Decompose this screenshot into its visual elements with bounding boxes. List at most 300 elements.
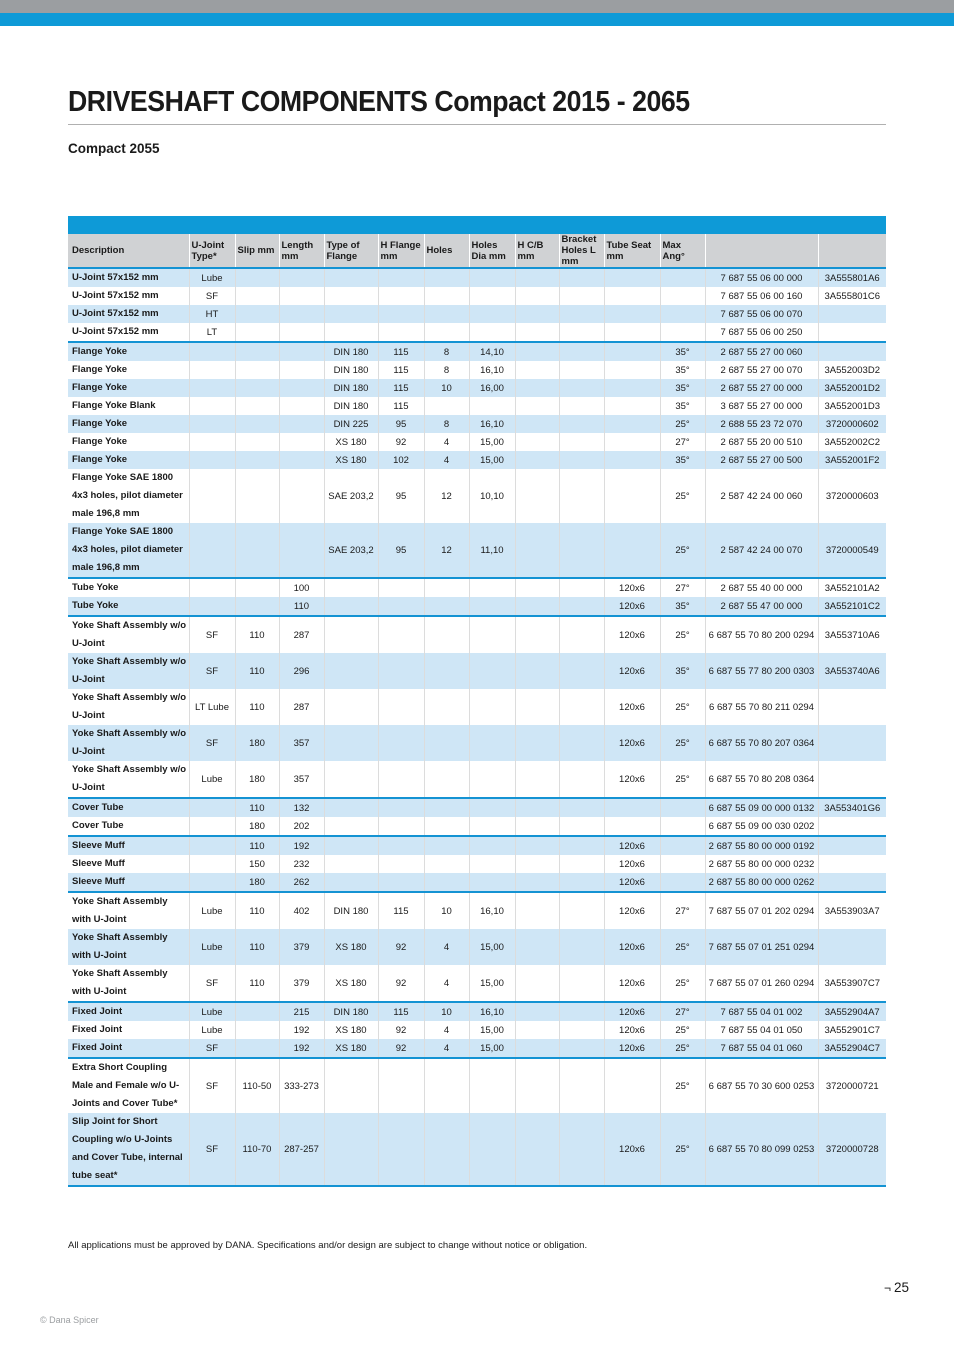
table-cell [559,873,604,892]
table-cell [378,287,424,305]
table-cell [424,397,469,415]
row-description: Yoke Shaft Assembly w/o U-Joint [68,761,189,798]
table-cell [515,965,559,1002]
table-cell [378,1113,424,1186]
table-cell [189,523,235,578]
table-cell: 3A553740A6 [818,653,886,689]
top-bar-gray [0,0,954,13]
table-row [68,469,886,523]
row-description: Yoke Shaft Assembly with U-Joint [68,965,189,1002]
table-cell [189,873,235,892]
table-row [68,342,886,361]
table-cell: 6 687 55 70 80 099 0253 [705,1113,818,1186]
table-cell: 25° [660,689,705,725]
table-cell: 2 687 55 27 00 500 [705,451,818,469]
table-cell [515,415,559,433]
table-cell: 25° [660,725,705,761]
table-cell: 110-70 [235,1113,279,1186]
table-cell: 12 [424,523,469,578]
table-cell [189,433,235,451]
table-cell: 4 [424,965,469,1002]
table-cell: 192 [279,836,324,855]
table-cell [515,287,559,305]
table-row [68,433,886,451]
table-cell [279,342,324,361]
table-row [68,1002,886,1021]
table-cell [235,451,279,469]
table-cell: 15,00 [469,1039,515,1058]
table-cell [559,451,604,469]
table-cell [378,836,424,855]
table-cell: Lube [189,892,235,929]
table-cell [559,287,604,305]
table-cell: 95 [378,523,424,578]
table-cell [515,597,559,616]
table-cell: XS 180 [324,929,378,965]
table-cell [324,873,378,892]
table-cell: 115 [378,379,424,397]
table-cell: 120x6 [604,1021,660,1039]
table-cell [559,379,604,397]
table-cell: 296 [279,653,324,689]
table-cell: 110 [235,965,279,1002]
table-cell [189,855,235,873]
table-cell: SF [189,725,235,761]
table-cell [189,798,235,817]
table-cell [378,616,424,653]
table-cell: 92 [378,1039,424,1058]
table-cell [235,1039,279,1058]
table-cell [424,268,469,287]
table-cell [424,597,469,616]
table-cell [660,268,705,287]
table-row [68,361,886,379]
table-cell [604,305,660,323]
table-cell: XS 180 [324,965,378,1002]
row-description: U-Joint 57x152 mm [68,268,189,287]
table-row [68,379,886,397]
table-cell: 4 [424,1021,469,1039]
table-cell: 8 [424,415,469,433]
column-header [705,234,818,268]
table-cell [660,873,705,892]
table-cell: SF [189,1113,235,1186]
table-cell: 6 687 55 70 80 208 0364 [705,761,818,798]
table-cell: 110 [235,689,279,725]
table-cell [515,1058,559,1113]
row-description: Flange Yoke SAE 1800 4x3 holes, pilot diameter male 196,8 mm [68,469,189,523]
table-cell: 3A555801C6 [818,287,886,305]
table-cell: DIN 180 [324,379,378,397]
table-cell [469,855,515,873]
table-row [68,761,886,798]
table-row [68,597,886,616]
table-cell: XS 180 [324,1039,378,1058]
row-description: Cover Tube [68,817,189,836]
table-cell: 3A553710A6 [818,616,886,653]
table-cell [559,836,604,855]
table-cell [424,798,469,817]
table-cell: DIN 180 [324,1002,378,1021]
table-cell: XS 180 [324,1021,378,1039]
column-header [818,234,886,268]
table-cell: 35° [660,653,705,689]
table-cell [324,305,378,323]
column-header: H C/B mm [515,234,559,268]
table-cell [378,873,424,892]
table-cell: 3A552101C2 [818,597,886,616]
table-cell: 3720000602 [818,415,886,433]
table-cell [515,397,559,415]
row-description: Sleeve Muff [68,836,189,855]
row-description: U-Joint 57x152 mm [68,305,189,323]
row-description: Yoke Shaft Assembly w/o U-Joint [68,689,189,725]
table-cell [604,523,660,578]
table-cell [515,342,559,361]
table-cell [559,929,604,965]
table-cell: 3A552003D2 [818,361,886,379]
table-cell [515,653,559,689]
table-cell: 3A553907C7 [818,965,886,1002]
table-cell [515,379,559,397]
table-cell [469,1113,515,1186]
table-cell [424,725,469,761]
column-header: Max Ang° [660,234,705,268]
table-cell: 6 687 55 09 00 000 0132 [705,798,818,817]
table-cell: 120x6 [604,761,660,798]
table-cell: 15,00 [469,433,515,451]
table-cell: 25° [660,469,705,523]
table-cell: 110 [235,616,279,653]
table-cell [378,689,424,725]
table-cell: SF [189,616,235,653]
table-cell: 25° [660,929,705,965]
table-cell: 14,10 [469,342,515,361]
table-cell: 180 [235,873,279,892]
table-cell [559,323,604,342]
table-cell [324,689,378,725]
table-cell: 202 [279,817,324,836]
table-cell [324,616,378,653]
table-cell: 6 687 55 77 80 200 0303 [705,653,818,689]
table-cell: 120x6 [604,725,660,761]
table-cell: 27° [660,892,705,929]
table-cell: DIN 180 [324,361,378,379]
table-cell [469,578,515,597]
table-cell: 7 687 55 06 00 250 [705,323,818,342]
table-cell: SF [189,287,235,305]
table-cell: 16,10 [469,892,515,929]
table-cell [235,323,279,342]
table-row [68,415,886,433]
table-cell: 120x6 [604,855,660,873]
table-cell: 192 [279,1039,324,1058]
table-cell [469,873,515,892]
table-cell: 110 [235,798,279,817]
column-header: Type of Flange [324,234,378,268]
table-cell: 192 [279,1021,324,1039]
table-cell [324,836,378,855]
table-cell: 11,10 [469,523,515,578]
table-cell: 120x6 [604,929,660,965]
table-cell: 16,10 [469,1002,515,1021]
table-cell [515,1113,559,1186]
table-cell [515,578,559,597]
table-cell: 3A553903A7 [818,892,886,929]
table-cell [324,1113,378,1186]
table-cell [189,379,235,397]
table-cell [378,578,424,597]
column-header: Tube Seat mm [604,234,660,268]
table-cell: SF [189,965,235,1002]
table-cell [559,1113,604,1186]
table-cell: 95 [378,469,424,523]
table-cell [378,323,424,342]
table-cell [559,361,604,379]
table-cell: XS 180 [324,433,378,451]
table-cell: 287-257 [279,1113,324,1186]
table-cell: 3A552101A2 [818,578,886,597]
table-cell [424,836,469,855]
table-cell: 120x6 [604,965,660,1002]
table-cell [515,689,559,725]
page-title: DRIVESHAFT COMPONENTS Compact 2015 - 2065 [68,86,690,118]
table-cell: LT [189,323,235,342]
table-cell: 8 [424,361,469,379]
table-cell [424,305,469,323]
table-cell [559,397,604,415]
table-cell [424,323,469,342]
table-cell [235,397,279,415]
table-cell: 15,00 [469,1021,515,1039]
table-row [68,523,886,578]
table-cell [378,597,424,616]
table-row [68,323,886,342]
table-cell: DIN 180 [324,892,378,929]
table-cell: 6 687 55 70 80 200 0294 [705,616,818,653]
table-cell [469,287,515,305]
table-cell: 2 687 55 27 00 000 [705,379,818,397]
table-cell [559,523,604,578]
row-description: Cover Tube [68,798,189,817]
table-cell [818,323,886,342]
table-cell: 2 687 55 80 00 000 0232 [705,855,818,873]
table-cell: 120x6 [604,689,660,725]
table-cell [559,305,604,323]
table-cell: 6 687 55 70 80 207 0364 [705,725,818,761]
table-cell [324,653,378,689]
table-cell: 2 587 42 24 00 060 [705,469,818,523]
column-header: Slip mm [235,234,279,268]
table-cell [469,616,515,653]
table-cell [378,1058,424,1113]
table-cell: 92 [378,433,424,451]
table-cell [279,451,324,469]
table-cell: 100 [279,578,324,597]
table-cell: 92 [378,929,424,965]
table-cell [515,433,559,451]
table-cell: 25° [660,1058,705,1113]
table-cell [235,379,279,397]
table-cell [660,305,705,323]
table-cell [279,268,324,287]
table-cell [559,725,604,761]
table-cell [604,433,660,451]
table-cell: 2 688 55 23 72 070 [705,415,818,433]
table-cell [604,817,660,836]
table-cell: 232 [279,855,324,873]
table-cell: 120x6 [604,616,660,653]
table-cell [818,689,886,725]
row-description: Flange Yoke [68,342,189,361]
table-cell: 379 [279,929,324,965]
table-cell [660,287,705,305]
table-cell [818,873,886,892]
row-description: Fixed Joint [68,1039,189,1058]
table-cell: Lube [189,1021,235,1039]
table-cell [660,323,705,342]
title-divider [68,124,886,125]
table-cell [660,798,705,817]
table-cell [235,1002,279,1021]
table-row [68,616,886,653]
row-description: Tube Yoke [68,597,189,616]
table-cell [279,523,324,578]
table-cell: SAE 203,2 [324,469,378,523]
table-cell [559,1021,604,1039]
table-cell [378,798,424,817]
table-cell [378,855,424,873]
table-cell [324,268,378,287]
table-cell [324,597,378,616]
table-cell [559,415,604,433]
table-cell: 2 687 55 47 00 000 [705,597,818,616]
table-cell [235,287,279,305]
table-cell [469,597,515,616]
table-cell [378,268,424,287]
table-cell: 7 687 55 06 00 000 [705,268,818,287]
table-cell [515,929,559,965]
table-cell [515,323,559,342]
table-cell: 120x6 [604,578,660,597]
column-header: Length mm [279,234,324,268]
table-cell [515,305,559,323]
table-cell: 3A552901C7 [818,1021,886,1039]
table-cell: 25° [660,616,705,653]
table-cell [469,761,515,798]
table-cell [189,469,235,523]
table-cell: 333-273 [279,1058,324,1113]
table-cell: 115 [378,342,424,361]
table-cell [660,855,705,873]
row-description: Sleeve Muff [68,855,189,873]
table-row [68,965,886,1002]
column-header: Bracket Holes L mm [559,234,604,268]
table-cell: 10,10 [469,469,515,523]
table-body [68,268,886,1186]
table-row [68,451,886,469]
table-cell [424,287,469,305]
table-cell [469,836,515,855]
footnote: All applications must be approved by DANA. Specifications and/or design are subject to change without notice or obligation. [68,1240,588,1251]
table-cell [559,616,604,653]
table-cell: 3A552001D2 [818,379,886,397]
table-cell [818,305,886,323]
table-cell [515,361,559,379]
table-cell: 16,10 [469,361,515,379]
table-cell: SAE 203,2 [324,523,378,578]
table-cell [469,1058,515,1113]
table-cell: 35° [660,451,705,469]
table-cell: 25° [660,1039,705,1058]
table-header-row [68,234,886,268]
row-description: Flange Yoke [68,433,189,451]
table-cell [604,469,660,523]
table-cell: 10 [424,892,469,929]
table-cell [324,323,378,342]
table-cell: 10 [424,379,469,397]
row-description: Extra Short Coupling Male and Female w/o U-Joints and Cover Tube* [68,1058,189,1113]
table-cell: 120x6 [604,836,660,855]
table-cell [515,268,559,287]
table-cell: 4 [424,451,469,469]
table-cell [559,342,604,361]
table-cell [279,287,324,305]
table-cell: 287 [279,616,324,653]
table-cell: 35° [660,597,705,616]
table-cell [469,725,515,761]
table-cell: Lube [189,268,235,287]
table-cell: 25° [660,415,705,433]
table-cell: 2 587 42 24 00 070 [705,523,818,578]
table-row [68,1113,886,1186]
row-description: Tube Yoke [68,578,189,597]
table-cell [604,287,660,305]
row-description: Yoke Shaft Assembly w/o U-Joint [68,725,189,761]
table-cell: SF [189,1039,235,1058]
table-cell: 35° [660,361,705,379]
table-cell: 120x6 [604,653,660,689]
table-cell [235,433,279,451]
table-cell [515,523,559,578]
table-cell [559,855,604,873]
table-row [68,892,886,929]
table-cell [515,798,559,817]
table-cell [324,855,378,873]
table-cell: 7 687 55 06 00 160 [705,287,818,305]
table-row [68,287,886,305]
table-cell: 95 [378,415,424,433]
table-cell [235,597,279,616]
table-cell [189,415,235,433]
column-header: Holes [424,234,469,268]
table-cell [279,397,324,415]
table-cell [235,469,279,523]
table-cell [604,1058,660,1113]
table-cell: SF [189,653,235,689]
table-cell [515,873,559,892]
table-cell: 25° [660,523,705,578]
table-cell: 120x6 [604,892,660,929]
table-row [68,817,886,836]
table-cell: DIN 180 [324,342,378,361]
table-cell [515,1021,559,1039]
row-description: Fixed Joint [68,1021,189,1039]
table-cell [279,361,324,379]
table-cell [469,798,515,817]
table-cell [469,397,515,415]
table-cell [235,305,279,323]
